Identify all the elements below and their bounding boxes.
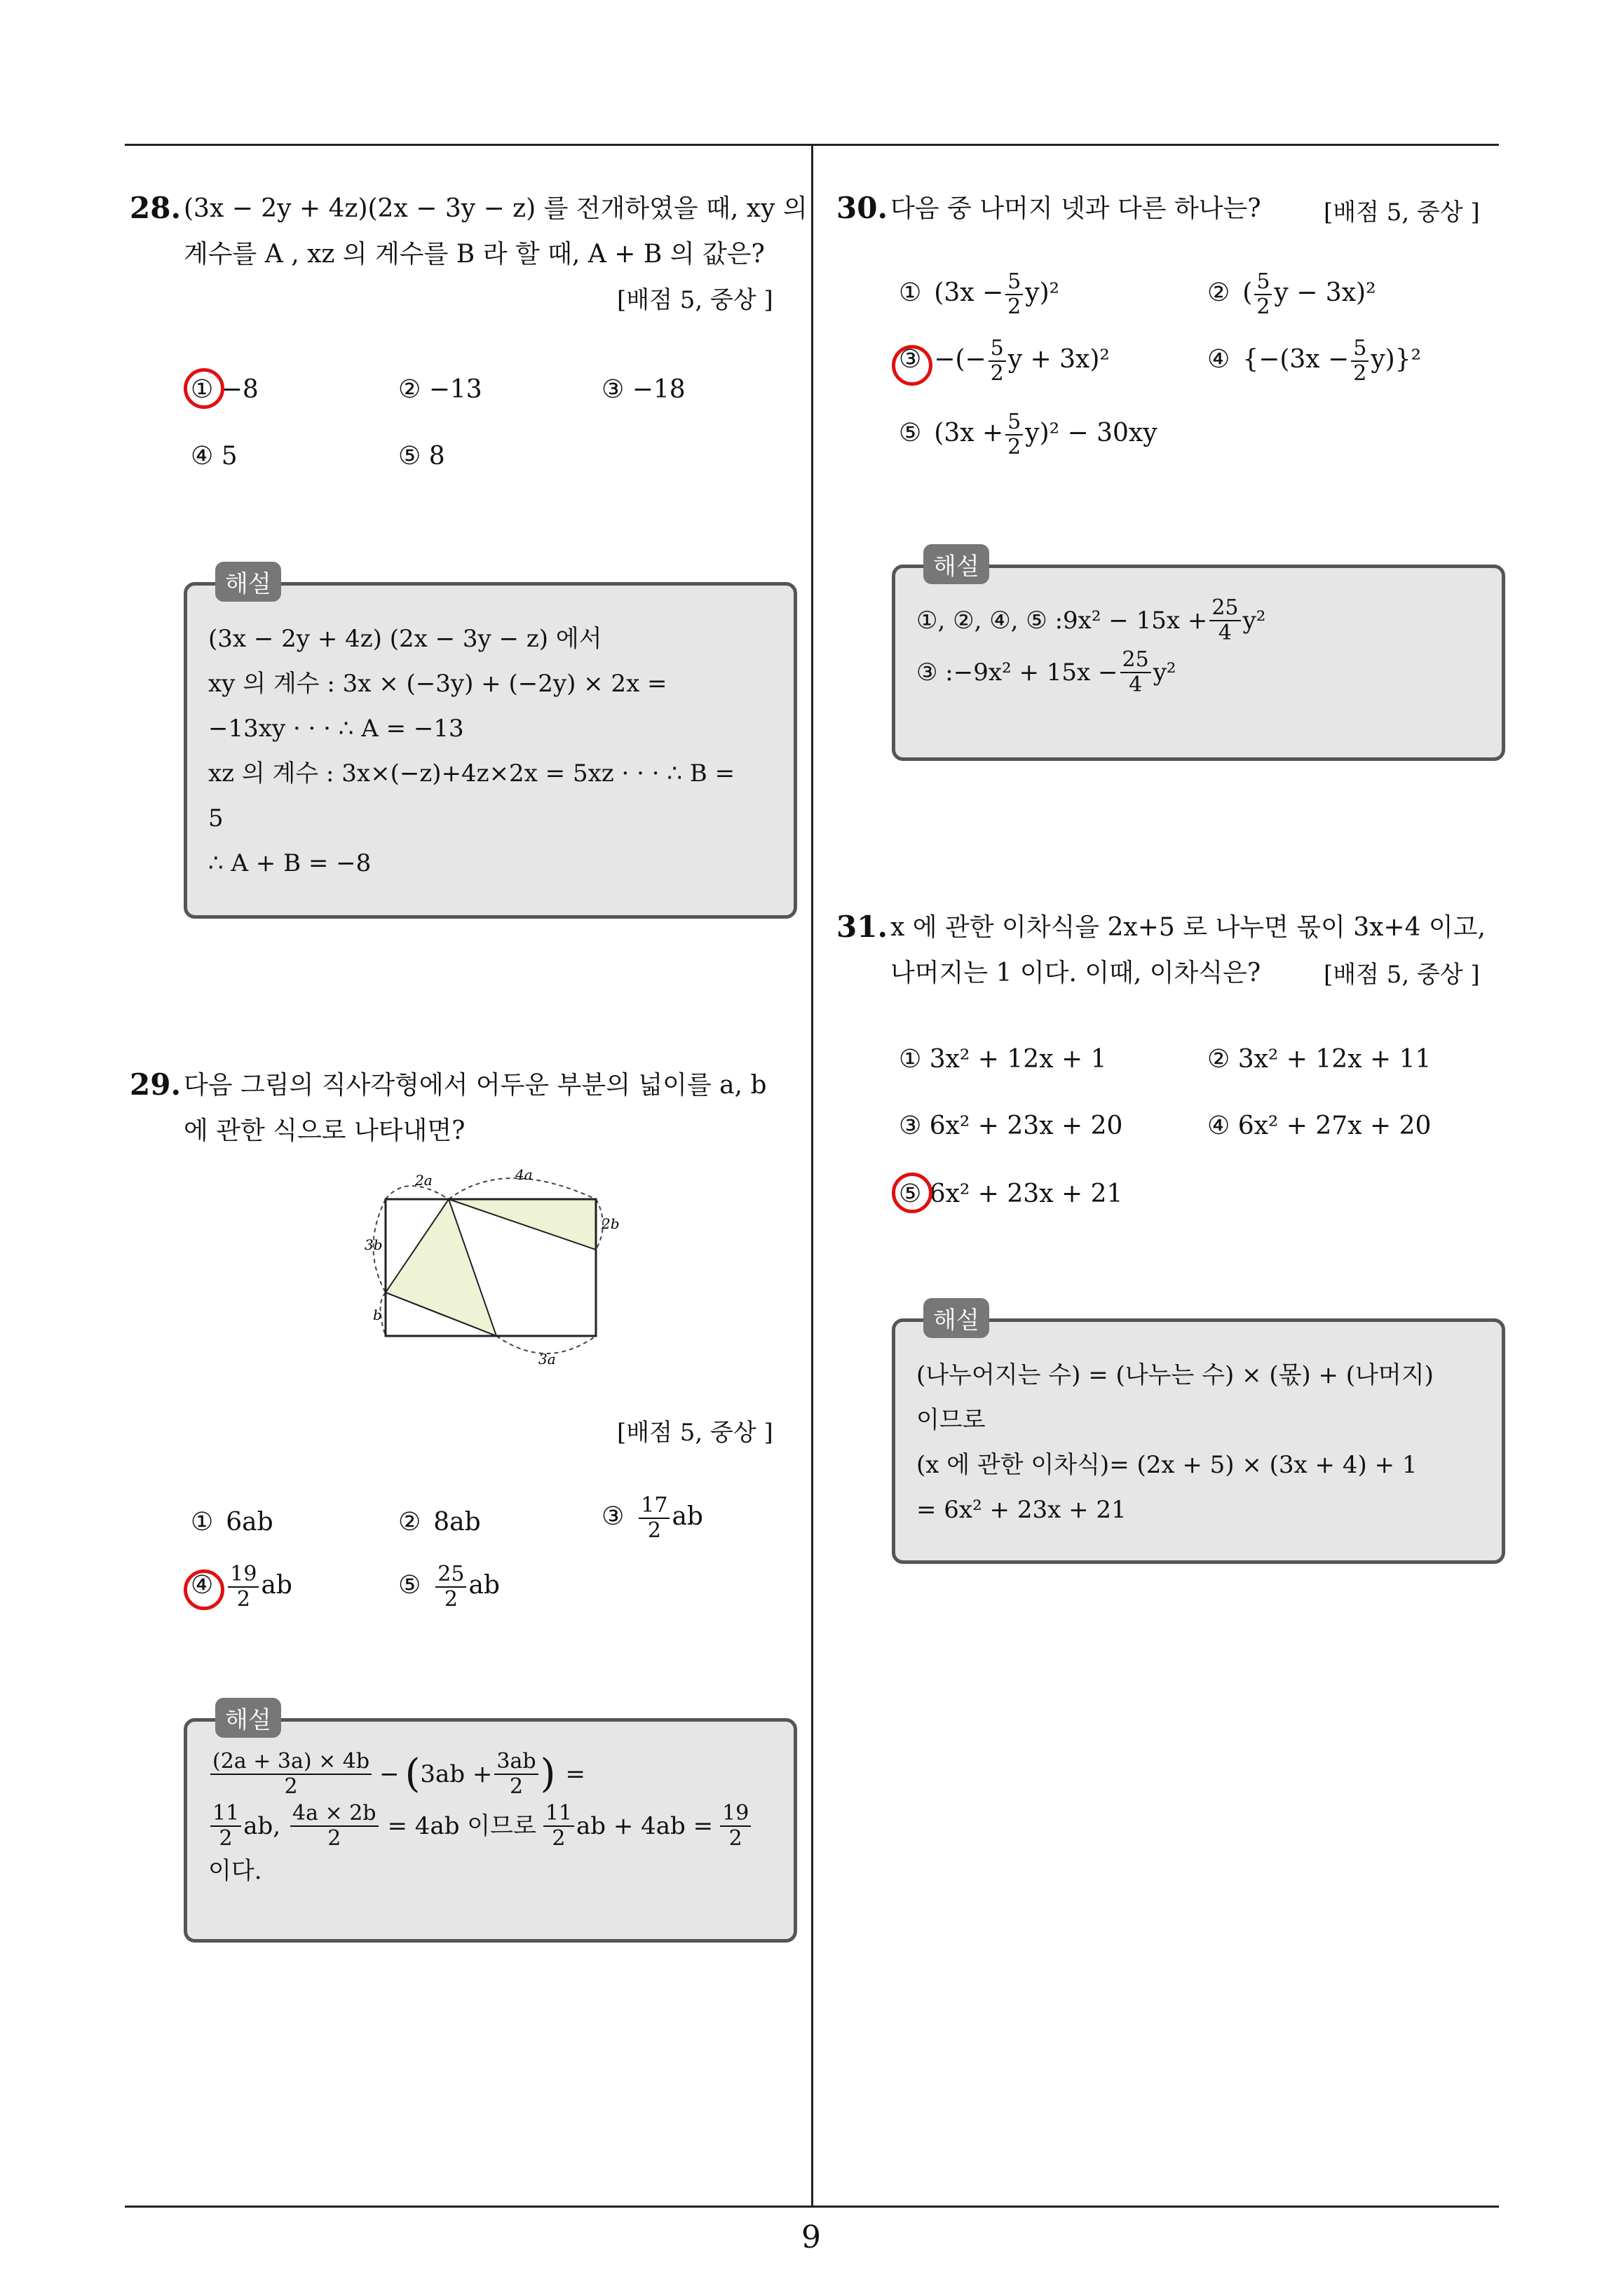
q29-sol-line1: $\frac{(2a + 3a) \times 4b}{2}$ − ( 3ab + $\frac{3ab}{2}$ ) = (208, 1750, 773, 1799)
q29-choice-1[interactable]: ① 6ab (191, 1508, 273, 1537)
q30-choice-4[interactable]: ④ {−(3x − $\frac{5}{2}$ y)}² (1207, 336, 1422, 386)
q30-choice-5[interactable]: ⑤ (3x + $\frac{5}{2}$ y)² − 30xy (899, 410, 1157, 459)
q30-solution-tag: 해설 (923, 544, 989, 584)
q28-sol-line: xz 의 계수 : 3x×(−z)+4z×2x = 5xz · · · ∴ B = (208, 759, 735, 788)
q28-sol-line: −13xy · · · ∴ A = −13 (208, 715, 464, 743)
q31-sol-line: (나누어지는 수) = (나누는 수) × (몫) + (나머지) (916, 1361, 1434, 1389)
q31-choice-3[interactable]: ③ 6x² + 23x + 20 (899, 1112, 1123, 1140)
q29-number: 29. (130, 1067, 182, 1102)
q29-choice-3[interactable]: ③ $\frac{17}{2}$ ab (602, 1493, 703, 1543)
q31-choice-5[interactable]: ⑤ 6x² + 23x + 21 (899, 1180, 1123, 1208)
q28-line1: (3x − 2y + 4z)(2x − 3y − z) 를 전개하였을 때, xy 의 (184, 194, 808, 223)
q31-sol-line: 이므로 (916, 1406, 986, 1434)
page-number: 9 (801, 2220, 821, 2255)
q31-solution-box (892, 1306, 1505, 1564)
q28-score: [배점 5, 중상 ] (617, 286, 773, 314)
q31-choice-4[interactable]: ④ 6x² + 27x + 20 (1207, 1112, 1432, 1140)
q28-choice-5[interactable]: ⑤ 8 (398, 442, 445, 471)
q29-choice-2[interactable]: ② 8ab (398, 1508, 481, 1537)
q30-answer-mark (892, 345, 932, 386)
q29-answer-mark (184, 1569, 224, 1610)
q31-sol-line: = 6x² + 23x + 21 (916, 1496, 1127, 1524)
q28-sol-line: (3x − 2y + 4z) (2x − 3y − z) 에서 (208, 625, 602, 653)
fig-label-3a: 3a (538, 1351, 556, 1368)
q28-sol-line: ∴ A + B = −8 (208, 849, 372, 877)
q30-sol-line1: ①, ②, ④, ⑤ :9x² − 15x + $\frac{25}{4}$ y² (916, 595, 1266, 645)
q30-sol-line2: ③ :−9x² + 15x − $\frac{25}{4}$ y² (916, 647, 1176, 697)
fig-label-2a: 2a (415, 1172, 433, 1189)
q30-number: 30. (836, 191, 888, 225)
q29-solution-tag: 해설 (215, 1698, 281, 1738)
q31-solution-tag: 해설 (923, 1298, 989, 1338)
q31-number: 31. (836, 910, 888, 944)
bottom-rule (125, 2206, 1499, 2208)
q29-line1: 다음 그림의 직사각형에서 어두운 부분의 넓이를 a, b (184, 1071, 767, 1100)
q31-line1: x 에 관한 이차식을 2x+5 로 나누면 몫이 3x+4 이고, (890, 913, 1486, 942)
q31-choice-1[interactable]: ① 3x² + 12x + 1 (899, 1045, 1107, 1074)
fig-label-4a: 4a (515, 1166, 533, 1183)
q31-sol-line: (x 에 관한 이차식)= (2x + 5) × (3x + 4) + 1 (916, 1451, 1418, 1479)
q30-score: [배점 5, 중상 ] (1324, 198, 1480, 227)
q31-line2: 나머지는 1 이다. 이때, 이차식은? (890, 959, 1261, 987)
column-divider (811, 144, 813, 2206)
q31-choice-2[interactable]: ② 3x² + 12x + 11 (1207, 1045, 1432, 1074)
fig-label-2b: 2b (602, 1215, 620, 1232)
fig-label-3b: 3b (365, 1236, 383, 1253)
q28-choice-1[interactable]: ① −8 (191, 375, 259, 404)
q28-line2: 계수를 A , xz 의 계수를 B 라 할 때, A + B 의 값은? (184, 240, 765, 269)
q30-choice-3[interactable]: ③ −(− $\frac{5}{2}$ y + 3x)² (899, 336, 1110, 386)
q29-figure (365, 1164, 645, 1375)
q29-sol-line3: 이다. (208, 1857, 262, 1885)
q28-sol-line: 5 (208, 804, 224, 832)
q29-choice-5[interactable]: ⑤ $\frac{25}{2}$ ab (398, 1562, 500, 1612)
q28-solution-box (184, 570, 797, 919)
q30-choice-2[interactable]: ② ( $\frac{5}{2}$ y − 3x)² (1207, 269, 1376, 319)
q31-answer-mark (892, 1173, 932, 1213)
q30-line1: 다음 중 나머지 넷과 다른 하나는? (890, 194, 1261, 223)
q30-solution-box (892, 553, 1505, 761)
q29-score: [배점 5, 중상 ] (617, 1419, 773, 1447)
q28-sol-line: xy 의 계수 : 3x × (−3y) + (−2y) × 2x = (208, 670, 667, 698)
q29-choice-4[interactable]: ④ $\frac{19}{2}$ ab (191, 1562, 292, 1612)
q29-solution-box (184, 1706, 797, 1943)
q28-number: 28. (130, 191, 182, 225)
q28-choice-3[interactable]: ③ −18 (602, 375, 686, 404)
q28-choice-4[interactable]: ④ 5 (191, 442, 238, 471)
q28-answer-mark (184, 368, 224, 409)
q31-score: [배점 5, 중상 ] (1324, 961, 1480, 989)
q28-solution-tag: 해설 (215, 562, 281, 602)
q29-sol-line2: $\frac{11}{2}$ ab, $\frac{4a \times 2b}{2}$ = 4ab 이므로 $\frac{11}{2}$ ab + 4ab = $\frac{19}{2}$ (208, 1802, 773, 1851)
q29-line2: 에 관한 식으로 나타내면? (184, 1116, 466, 1145)
fig-label-b: b (373, 1306, 382, 1323)
q28-choice-2[interactable]: ② −13 (398, 375, 482, 404)
q30-choice-1[interactable]: ① (3x − $\frac{5}{2}$ y)² (899, 269, 1060, 319)
